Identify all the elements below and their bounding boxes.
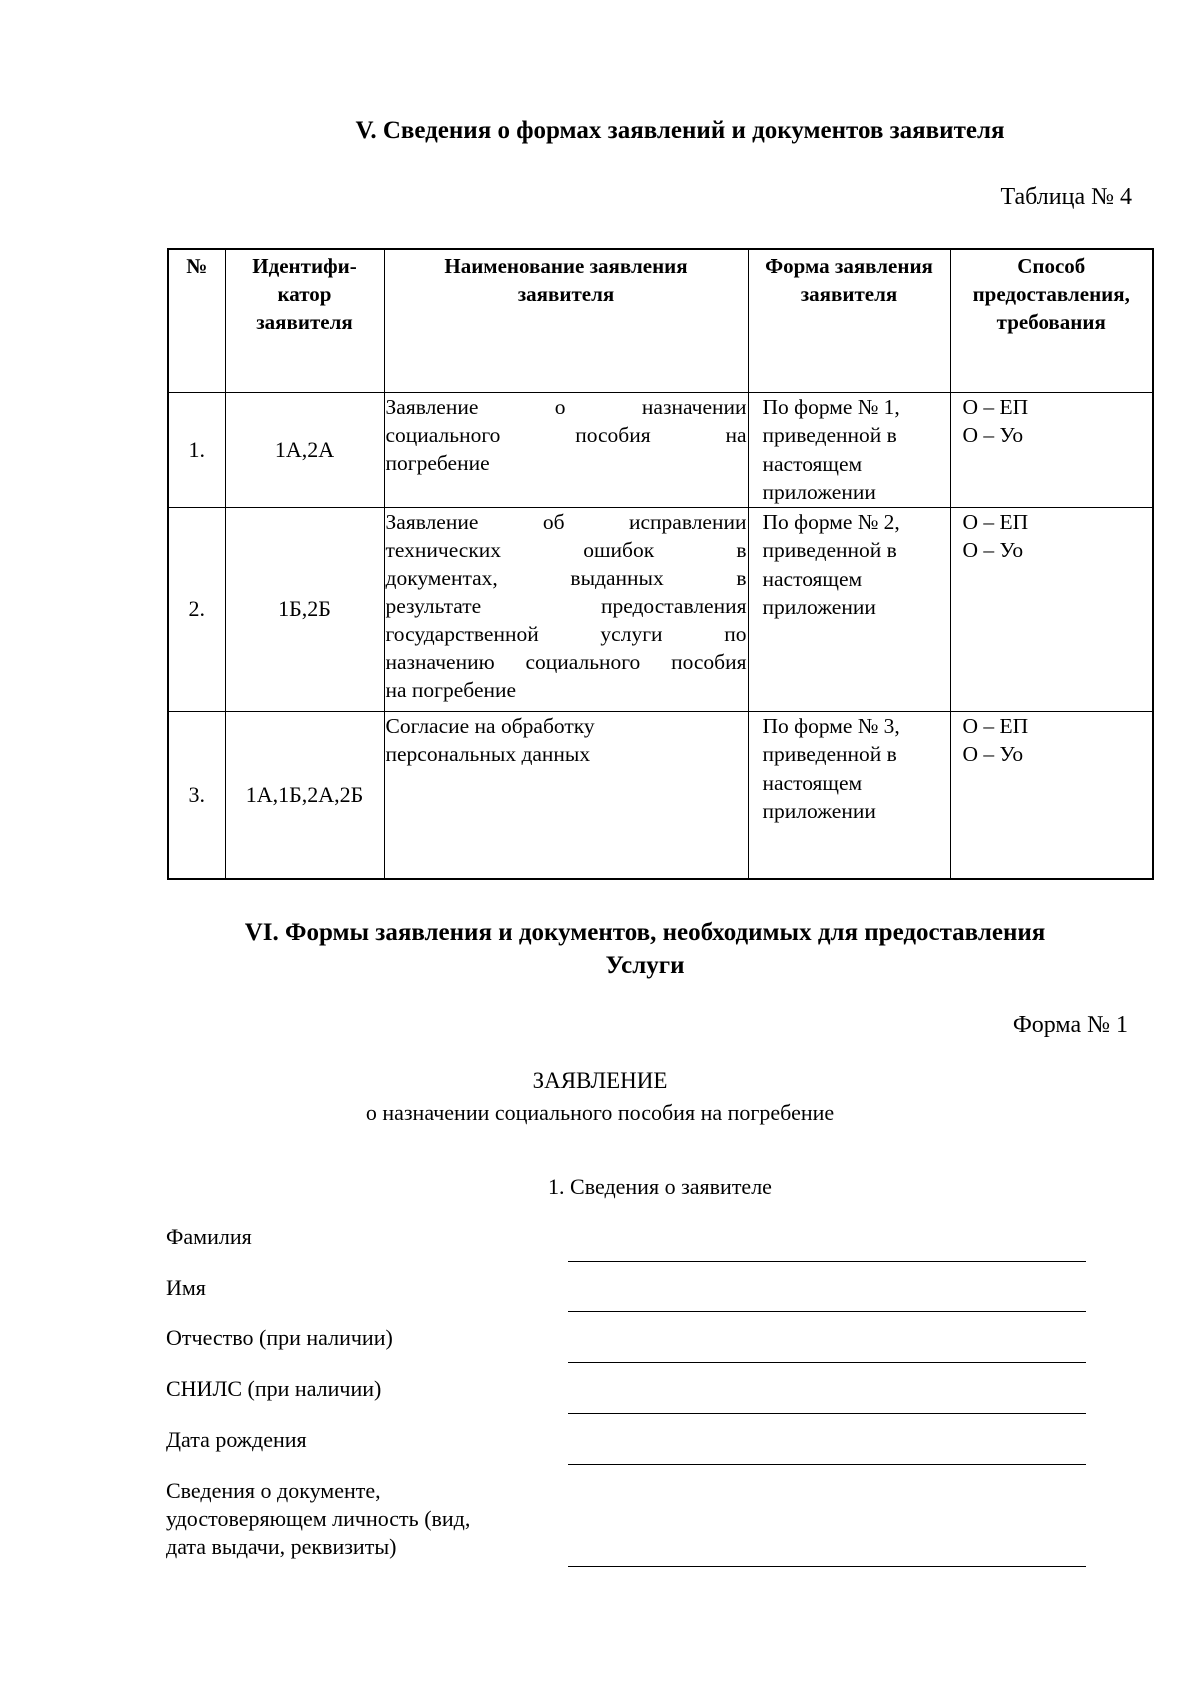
row-method-line: О – ЕП <box>962 394 1029 419</box>
table-row <box>168 507 1153 711</box>
row-identifier: 1А,1Б,2А,2Б <box>225 711 384 879</box>
section-6-title <box>150 916 1140 982</box>
table-header-row <box>168 249 1153 392</box>
row-name-line: Заявление о назначении <box>385 394 747 419</box>
table-caption: Таблица № 4 <box>1000 184 1132 210</box>
header-name-line: Наименование заявления <box>444 254 688 278</box>
header-method-line: предоставления, <box>972 282 1130 306</box>
identity-document-field[interactable] <box>568 1566 1086 1567</box>
header-identifier-line: Идентифи- <box>252 254 357 278</box>
row-num: 1. <box>168 392 225 507</box>
field-label-line: дата выдачи, реквизиты) <box>166 1534 397 1559</box>
row-name-line: результате предоставления <box>385 593 747 618</box>
row-form <box>748 507 950 711</box>
row-form <box>748 711 950 879</box>
row-method <box>950 711 1153 879</box>
row-method <box>950 507 1153 711</box>
surname-field[interactable] <box>568 1261 1086 1262</box>
row-method-line: О – ЕП <box>962 713 1029 738</box>
row-name-line: персональных данных <box>385 741 591 766</box>
row-name-line: погребение <box>385 450 490 475</box>
row-num: 3. <box>168 711 225 879</box>
row-form-line: приложении <box>762 595 876 619</box>
header-num: № <box>168 249 225 392</box>
header-name <box>384 249 748 392</box>
row-name <box>384 711 748 879</box>
field-label-line: Сведения о документе, <box>166 1478 381 1503</box>
row-form-line: приведенной в <box>762 742 897 766</box>
row-name <box>384 392 748 507</box>
row-form <box>748 392 950 507</box>
row-form-line: настоящем <box>762 566 863 591</box>
row-name-line: назначению социального пособия <box>385 649 747 674</box>
row-form-line: приведенной в <box>762 538 897 562</box>
row-form-line: настоящем <box>762 451 863 476</box>
row-name <box>384 507 748 711</box>
header-form-line: заявителя <box>800 282 898 306</box>
field-label-identity-document <box>166 1477 470 1561</box>
row-form-line: По форме № 1, <box>762 394 900 419</box>
row-form-line: По форме № 2, <box>762 509 900 534</box>
section-6-title-line: VI. Формы заявления и документов, необходимых для предоставления <box>244 919 1046 946</box>
row-name-line: на погребение <box>385 677 517 702</box>
field-label-surname: Фамилия <box>166 1224 252 1249</box>
application-subtitle: о назначении социального пособия на погребение <box>365 1100 835 1125</box>
row-method-line: О – Уо <box>962 423 1024 447</box>
header-identifier-line: заявителя <box>256 310 353 334</box>
row-method <box>950 392 1153 507</box>
row-method-line: О – Уо <box>962 538 1024 562</box>
application-title: ЗАЯВЛЕНИЕ <box>532 1068 668 1093</box>
patronymic-field[interactable] <box>568 1362 1086 1363</box>
row-name-line: Заявление об исправлении <box>385 509 747 534</box>
row-method-line: О – ЕП <box>962 509 1029 534</box>
field-label-name: Имя <box>166 1275 206 1300</box>
table-row <box>168 392 1153 507</box>
row-method-line: О – Уо <box>962 742 1024 766</box>
section-5-title: V. Сведения о формах заявлений и документов заявителя <box>355 117 1005 144</box>
header-identifier <box>225 249 384 392</box>
row-form-line: приведенной в <box>762 423 897 447</box>
row-form-line: приложении <box>762 480 876 504</box>
field-label-birth-date: Дата рождения <box>166 1427 307 1452</box>
row-form-line: приложении <box>762 799 876 823</box>
header-form <box>748 249 950 392</box>
row-name-line: государственной услуги по <box>385 621 747 646</box>
row-name-line: технических ошибок в <box>385 537 747 562</box>
section-6-title-line: Услуги <box>605 952 685 979</box>
field-label-patronymic: Отчество (при наличии) <box>166 1325 393 1350</box>
field-label-snils: СНИЛС (при наличии) <box>166 1376 382 1401</box>
birth-date-field[interactable] <box>568 1464 1086 1465</box>
snils-field[interactable] <box>568 1413 1086 1414</box>
row-form-line: настоящем <box>762 770 863 795</box>
form-number: Форма № 1 <box>1012 1012 1128 1038</box>
row-name-line: социального пособия на <box>385 422 747 447</box>
header-method-line: Способ <box>1017 254 1086 278</box>
field-label-line: удостоверяющем личность (вид, <box>166 1506 471 1531</box>
header-form-line: Форма заявления <box>765 254 933 278</box>
applicant-section-heading: 1. Сведения о заявителе <box>548 1174 772 1199</box>
application-forms-table <box>167 248 1154 880</box>
header-method <box>950 249 1153 392</box>
row-name-line: документах, выданных в <box>385 565 747 590</box>
row-form-line: По форме № 3, <box>762 713 900 738</box>
header-method-line: требования <box>996 310 1106 334</box>
table-row <box>168 711 1153 879</box>
row-num: 2. <box>168 507 225 711</box>
row-identifier: 1Б,2Б <box>225 507 384 711</box>
row-identifier: 1А,2А <box>225 392 384 507</box>
name-field[interactable] <box>568 1311 1086 1312</box>
row-name-line: Согласие на обработку <box>385 713 595 738</box>
header-name-line: заявителя <box>517 282 615 306</box>
header-identifier-line: катор <box>277 282 332 306</box>
